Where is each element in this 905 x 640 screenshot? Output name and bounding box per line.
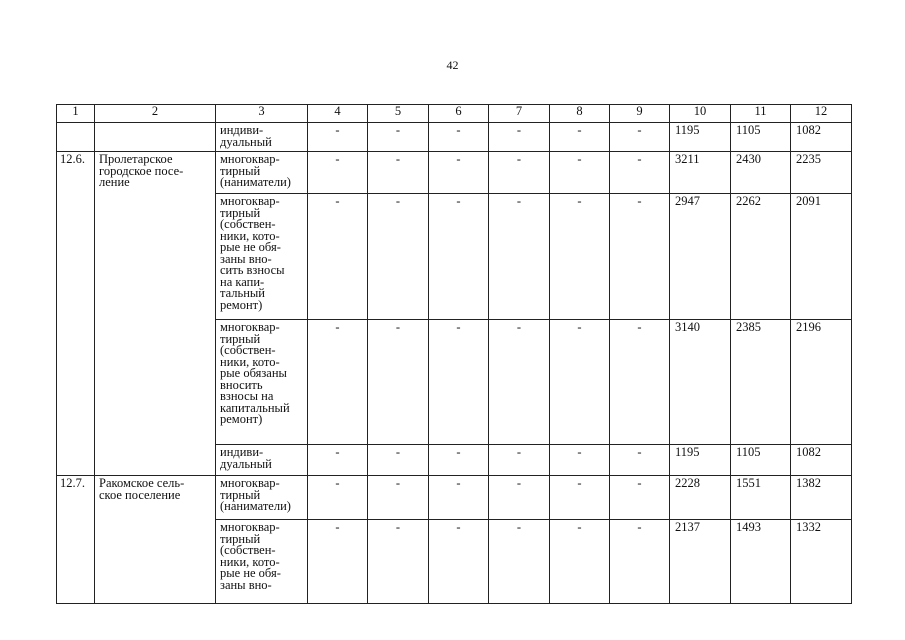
empty-value: - (489, 476, 550, 520)
empty-value: - (610, 445, 670, 476)
row-name (95, 194, 216, 320)
value-col11: 1493 (731, 520, 791, 604)
empty-value: - (429, 123, 489, 152)
row-code (57, 445, 95, 476)
housing-type: многоквар- тирный (собствен- ники, кото- рые не обя- заны вно- сить взносы на капи- тальный ремонт) (216, 194, 308, 320)
value-col11: 1105 (731, 445, 791, 476)
empty-value: - (489, 152, 550, 194)
row-name (95, 320, 216, 445)
empty-value: - (610, 194, 670, 320)
table-row (57, 445, 852, 476)
empty-value: - (308, 320, 368, 445)
value-col11: 2385 (731, 320, 791, 445)
empty-value: - (550, 520, 610, 604)
row-code (57, 320, 95, 445)
empty-value: - (368, 320, 429, 445)
empty-value: - (308, 445, 368, 476)
empty-value: - (429, 520, 489, 604)
value-col10: 2137 (670, 520, 731, 604)
empty-value: - (368, 445, 429, 476)
value-col12: 2235 (791, 152, 852, 194)
table-row (57, 520, 852, 604)
empty-value: - (429, 476, 489, 520)
empty-value: - (368, 152, 429, 194)
tariff-table (56, 104, 852, 604)
housing-type: многоквар- тирный (наниматели) (216, 476, 308, 520)
header-cell: 12 (791, 105, 852, 123)
table-row (57, 123, 852, 152)
header-cell: 5 (368, 105, 429, 123)
value-col12: 1332 (791, 520, 852, 604)
row-code (57, 194, 95, 320)
empty-value: - (489, 194, 550, 320)
header-cell: 11 (731, 105, 791, 123)
empty-value: - (429, 445, 489, 476)
value-col11: 2262 (731, 194, 791, 320)
empty-value: - (308, 520, 368, 604)
header-row (57, 105, 852, 123)
value-col12: 1082 (791, 123, 852, 152)
housing-type: многоквар- тирный (собствен- ники, кото- рые не обя- заны вно- (216, 520, 308, 604)
empty-value: - (308, 194, 368, 320)
header-cell: 2 (95, 105, 216, 123)
row-name (95, 445, 216, 476)
empty-value: - (429, 194, 489, 320)
empty-value: - (550, 476, 610, 520)
header-cell: 10 (670, 105, 731, 123)
empty-value: - (308, 152, 368, 194)
empty-value: - (368, 194, 429, 320)
housing-type: индиви- дуальный (216, 123, 308, 152)
value-col12: 1382 (791, 476, 852, 520)
empty-value: - (368, 520, 429, 604)
empty-value: - (489, 520, 550, 604)
header-cell: 9 (610, 105, 670, 123)
empty-value: - (550, 320, 610, 445)
page-number: 42 (446, 58, 459, 72)
row-code (57, 520, 95, 604)
value-col10: 2228 (670, 476, 731, 520)
empty-value: - (429, 320, 489, 445)
value-col11: 1551 (731, 476, 791, 520)
empty-value: - (368, 123, 429, 152)
empty-value: - (550, 445, 610, 476)
value-col10: 2947 (670, 194, 731, 320)
empty-value: - (429, 152, 489, 194)
empty-value: - (489, 123, 550, 152)
housing-type: индиви- дуальный (216, 445, 308, 476)
value-col11: 2430 (731, 152, 791, 194)
header-cell: 8 (550, 105, 610, 123)
housing-type: многоквар- тирный (наниматели) (216, 152, 308, 194)
empty-value: - (550, 194, 610, 320)
value-col11: 1105 (731, 123, 791, 152)
table-row (57, 476, 852, 520)
empty-value: - (550, 152, 610, 194)
empty-value: - (368, 476, 429, 520)
value-col12: 1082 (791, 445, 852, 476)
empty-value: - (308, 123, 368, 152)
row-name: Пролетарское городское посе- ление (95, 152, 216, 194)
table-row (57, 194, 852, 320)
empty-value: - (610, 476, 670, 520)
value-col12: 2091 (791, 194, 852, 320)
value-col10: 1195 (670, 123, 731, 152)
header-cell: 7 (489, 105, 550, 123)
value-col10: 1195 (670, 445, 731, 476)
row-name: Ракомское сель- ское поселение (95, 476, 216, 520)
housing-type: многоквар- тирный (собствен- ники, кото- рые обязаны вносить взносы на капитальный ремонт) (216, 320, 308, 445)
header-cell: 6 (429, 105, 489, 123)
empty-value: - (308, 476, 368, 520)
empty-value: - (610, 152, 670, 194)
empty-value: - (610, 320, 670, 445)
header-cell: 1 (57, 105, 95, 123)
row-code: 12.6. (57, 152, 95, 194)
value-col10: 3140 (670, 320, 731, 445)
value-col12: 2196 (791, 320, 852, 445)
row-code: 12.7. (57, 476, 95, 520)
row-name (95, 123, 216, 152)
empty-value: - (610, 123, 670, 152)
row-name (95, 520, 216, 604)
empty-value: - (610, 520, 670, 604)
row-code (57, 123, 95, 152)
empty-value: - (550, 123, 610, 152)
header-cell: 4 (308, 105, 368, 123)
empty-value: - (489, 320, 550, 445)
header-cell: 3 (216, 105, 308, 123)
empty-value: - (489, 445, 550, 476)
value-col10: 3211 (670, 152, 731, 194)
table-row (57, 152, 852, 194)
table-row (57, 320, 852, 445)
